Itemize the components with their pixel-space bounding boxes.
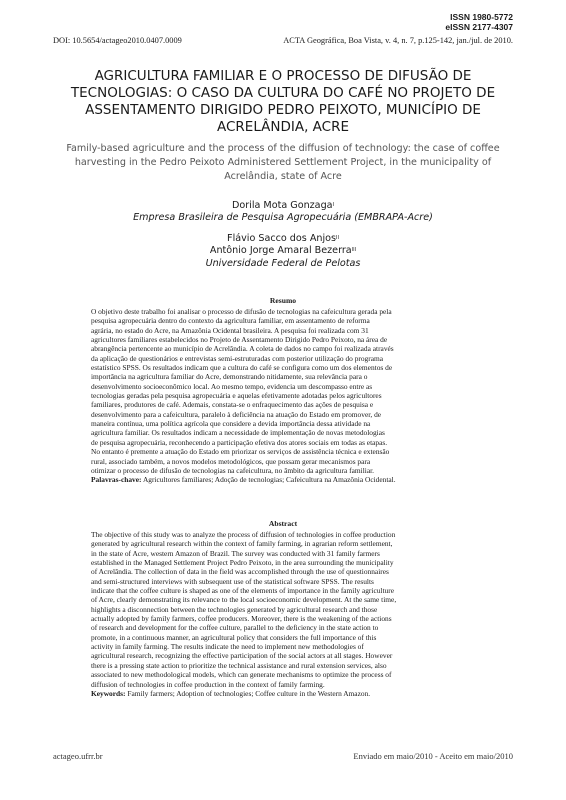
english-title-line: harvesting in the Pedro Peixoto Administered Settlement Project, in the municipality of [74, 157, 492, 169]
resumo-keywords [91, 475, 476, 484]
english-title-line: Family-based agriculture and the process of the diffusion of technology: the case of coffee [66, 143, 500, 154]
resumo-line: pesquisa agropecuária dentro do contexto da agricultura familiar, em assentamento de reforma [91, 316, 370, 326]
abstract-line: in the state of Acre, western Amazon of Brazil. The survey was conducted with 31 family farmers [91, 548, 380, 558]
resumo-line: estatístico SPSS. Os resultados indicam que a cultura do café se configura como um dos elementos de [91, 363, 393, 373]
institution: Universidade Federal de Pelotas [205, 258, 361, 269]
keywords-label: Keywords: [91, 688, 126, 698]
resumo-line: abrangência pertencente ao município de Acrelândia. A coleta de dados no campo foi realizada através [91, 344, 394, 354]
title-line: TECNOLOGIAS: O CASO DA CULTURA DO CAFÉ NO PROJETO DE [70, 85, 496, 101]
title-line: ASSENTAMENTO DIRIGIDO PEDRO PEIXOTO, MUNICÍPIO DE [85, 102, 481, 118]
journal-website: actageo.ufrr.br [53, 751, 103, 761]
resumo-line: desenvolvimento para a cafeicultura, paralelo à deficiência na atuação do Estado em promover, de [91, 409, 382, 419]
abstract-line: of research and development for the coffee culture, parallel to the deficiency in the state action to [91, 623, 379, 633]
keywords-text: Family farmers; Adoption of technologies; Coffee culture in the Western Amazon. [125, 688, 371, 698]
abstract-line: of Acre, clearly demonstrating its relevance to the local socioeconomic development. At the same time, [91, 595, 397, 605]
doi: DOI: 10.5654/actageo2010.0407.0009 [53, 36, 182, 45]
submission-dates: Enviado em maio/2010 - Aceito em maio/2010 [353, 751, 513, 761]
abstract-line: of Acrelândia. The collection of data in the field was accomplished through the use of questionnaires [91, 567, 389, 577]
keywords-text: Agricultores familiares; Adoção de tecnologias; Cafeicultura na Amazônia Ocidental. [141, 475, 396, 485]
resumo-line: agrária, no estado do Acre, na Amazônia Ocidental brasileira. A pesquisa foi realizada com 31 [91, 325, 369, 335]
resumo-line: rural, associado também, a novos modelos metodológicos, que possam gerar mecanismos para [91, 456, 371, 466]
abstract-line: associated to new methodological models, which can generate mechanisms to optimize the process of [91, 670, 392, 680]
resumo-line: da aplicação de questionários e entrevistas semi-estruturadas com posterior utilização do programa [91, 353, 384, 363]
resumo-line: desenvolvimento socioeconômico local. Ao mesmo tempo, evidencia um descompasso entre as [91, 381, 373, 391]
resumo-line: agricultura familiar. Os resultados indicam a necessidade de implementação de novas metodologias [91, 428, 385, 438]
paper-title [60, 68, 506, 136]
keywords-label: Palavras-chave: [91, 475, 142, 485]
abstract-line: established in the Managed Settlement Project Pedro Peixoto, in the area surrounding the municipality [91, 558, 394, 568]
abstract-heading: Abstract [268, 519, 298, 528]
author: Flávio Sacco dos Anjos$^{II}$ [227, 233, 339, 244]
resumo-line: importância na agricultura familiar do Acre, demonstrando nitidamente, sua relevância para o [91, 372, 368, 382]
author: Antônio Jorge Amaral Bezerra$^{III}$ [209, 245, 357, 256]
issn-block [445, 12, 513, 32]
abstract-line: activity in family farming. The results indicate the need to implement new methodologies of [91, 642, 364, 652]
institution: Empresa Brasileira de Pesquisa Agropecuária (EMBRAPA-Acre) [133, 212, 433, 223]
abstract-line: agricultural research, recognizing the effective participation of the social actors at all stages. However [91, 651, 393, 661]
resumo-line: maneira contínua, uma política agrícola que considere a devida importância dessa atividade na [91, 419, 371, 429]
resumo-line: O objetivo deste trabalho foi analisar o processo de difusão de tecnologias na cafeicultura gerada pela [91, 307, 392, 316]
author: Dorila Mota Gonzaga$^I$ [231, 200, 335, 211]
abstract-keywords [91, 689, 476, 698]
abstract-line: generated by agricultural research within the context of family farming, in agrarian reform settlement, [91, 539, 393, 549]
resumo-heading: Resumo [269, 296, 297, 305]
resumo-line: familiares, produtores de café. Ademais, constata-se o enfraquecimento das ações de pesquisa e [91, 400, 374, 410]
english-title [60, 142, 506, 185]
abstract-line: highlights a disconnection between the technologies generated by agricultural research and those [91, 604, 378, 614]
eissn: eISSN 2177-4307 [445, 22, 513, 32]
resumo-line: No entanto é premente a atuação do Estado em priorizar os serviços de assistência técnica e extensão [91, 447, 390, 457]
abstract-line: promote, in a continuous manner, an agricultural policy that considers the full importance of this [91, 632, 377, 642]
abstract-line: actually adopted by family farmers, coffee producers. Moreover, there is the weakening of the actions [91, 614, 392, 624]
resumo-line: agricultores familiares estabelecidos no Projeto de Assentamento Dirigido Pedro Peixoto, na área de [91, 335, 388, 345]
resumo-line: otimizar o processo de difusão de tecnologias na cafeicultura, no âmbito da agricultura familiar. [91, 465, 374, 475]
title-line: ACRELÂNDIA, ACRE [216, 119, 350, 135]
abstract-body [91, 530, 476, 698]
issn: ISSN 1980-5772 [450, 12, 513, 22]
english-title-line: Acrelândia, state of Acre [224, 171, 342, 183]
resumo-line: de pesquisa agropecuária, reconhecendo a participação efetiva dos atores sociais em todas as etapas. [91, 437, 388, 447]
resumo-line: tecnologias geradas pela pesquisa agropecuária e aquelas efetivamente adotadas pelos agricultores [91, 391, 382, 401]
abstract-line: there is a pressing state action to prioritize the technical assistance and rural extension services, also [91, 660, 387, 670]
abstract-line: indicate that the coffee culture is shaped as one of the elements of importance in the family agriculture [91, 586, 394, 596]
resumo-body [91, 307, 476, 485]
abstract-line: The objective of this study was to analyze the process of diffusion of technologies in coffee production [91, 530, 396, 539]
title-line: AGRICULTURA FAMILIAR E O PROCESSO DE DIFUSÃO DE [94, 68, 472, 84]
abstract-line: diffusion of technologies in coffee production in the context of family farming. [91, 679, 325, 689]
journal-citation: ACTA Geográfica, Boa Vista, v. 4, n. 7, p.125-142, jan./jul. de 2010. [283, 36, 513, 45]
abstract-line: and semi-structured interviews with subsequent use of the statistical software SPSS. The results [91, 576, 374, 586]
